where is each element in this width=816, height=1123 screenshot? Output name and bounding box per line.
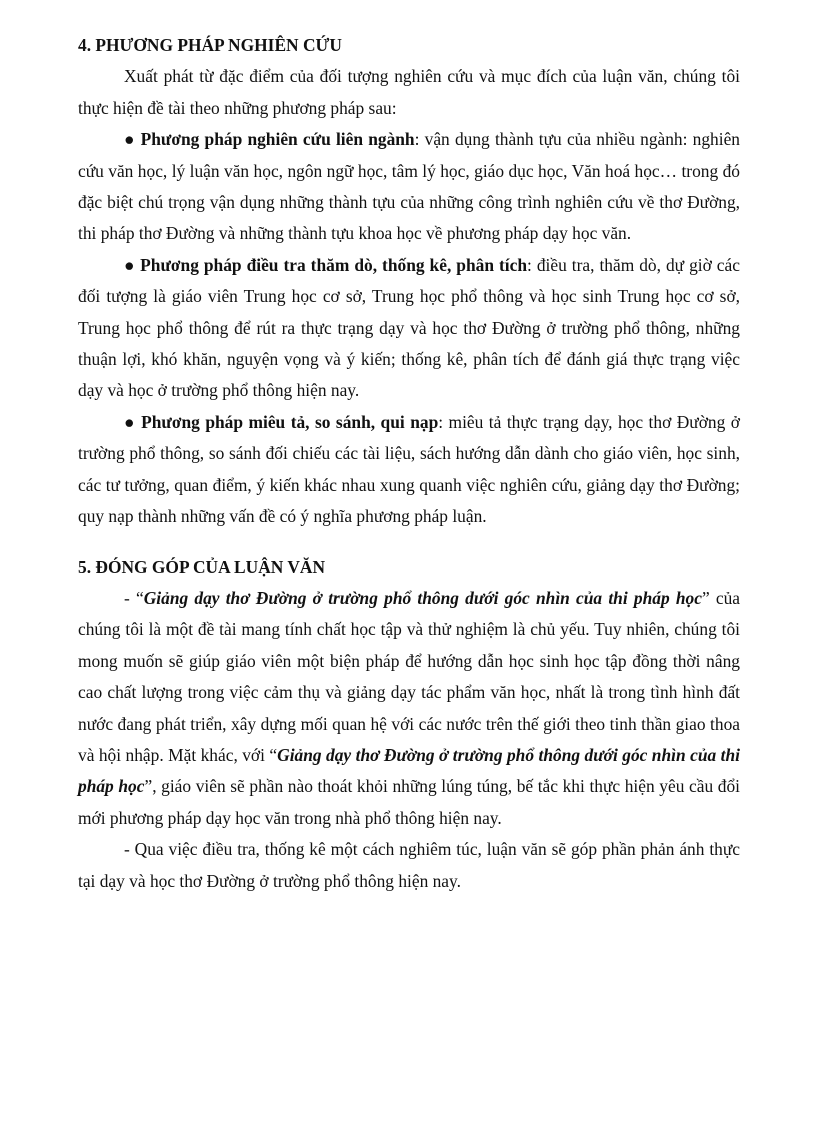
dash-prefix: - “ bbox=[124, 587, 144, 608]
document-page bbox=[78, 30, 740, 897]
section-4-heading: 4. PHƯƠNG PHÁP NGHIÊN CỨU bbox=[78, 35, 342, 55]
bullet-icon: ● bbox=[124, 411, 136, 432]
contribution-text: ” của chúng tôi là một đề tài mang tính chất học tập và thử nghiệm là chủ yếu. Tuy nhiên, chúng tôi mong muốn sẽ giúp giáo viên một biện pháp để hướng dẫn học sinh học tập đồng thời nâng cao chất lượng trong việc cảm thụ và giảng dạy tác phẩm văn học, nhất là trong tình hình đất nước đang phát triển, xây dựng mối quan hệ với các nước trên thế giới theo tinh thần giao thoa và hội nhập. Mặt khác, với “ bbox=[78, 587, 741, 765]
contribution-paragraph-1 bbox=[78, 583, 740, 834]
method-description: : miêu tả thực trạng dạy, học thơ Đường ở trường phổ thông, so sánh đối chiếu các tài liệu, sách hướng dẫn dành cho giáo viên, học sinh, các tư tưởng, quan điểm, ý kiến khác nhau xung quanh việc nghiên cứu, giảng dạy thơ Đường; quy nạp thành những vấn đề có ý nghĩa phương pháp luận. bbox=[78, 411, 740, 527]
method-name: Phương pháp nghiên cứu liên ngành bbox=[140, 129, 415, 150]
method-item-interdisciplinary bbox=[78, 124, 740, 250]
section-4-intro: Xuất phát từ đặc điểm của đối tượng nghiên cứu và mục đích của luận văn, chúng tôi thực hiện đề tài theo những phương pháp sau: bbox=[78, 66, 740, 118]
method-name: Phương pháp điều tra thăm dò, thống kê, phân tích bbox=[140, 254, 528, 275]
method-description: : vận dụng thành tựu của nhiều ngành: nghiên cứu văn học, lý luận văn học, ngôn ngữ học, tâm lý học, giáo dục học, Văn hoá học… trong đó đặc biệt chú trọng vận dụng những thành tựu của những công trình nghiên cứu về thơ Đường, thi pháp thơ Đường và những thành tựu khoa học về phương pháp dạy học văn. bbox=[78, 129, 740, 244]
thesis-title: Giảng dạy thơ Đường ở trường phổ thông dưới góc nhìn của thi pháp học bbox=[143, 587, 702, 608]
thesis-title: Giảng dạy thơ Đường ở trường phổ thông dưới góc nhìn của thi pháp học bbox=[78, 744, 740, 797]
bullet-icon: ● bbox=[124, 254, 136, 275]
method-item-description bbox=[78, 407, 740, 533]
method-description: : điều tra, thăm dò, dự giờ các đối tượng là giáo viên Trung học cơ sở, Trung học phổ thông và học sinh Trung học cơ sở, Trung học phổ thông để rút ra thực trạng dạy và học thơ Đường ở trường phổ thông, những thuận lợi, khó khăn, nguyện vọng và ý kiến; thống kê, phân tích để đánh giá thực trạng việc dạy và học ở trường phổ thông hiện nay. bbox=[78, 254, 740, 401]
contribution-paragraph-2: - Qua việc điều tra, thống kê một cách nghiêm túc, luận văn sẽ góp phần phản ánh thực tại dạy và học thơ Đường ở trường phổ thông hiện nay. bbox=[78, 839, 740, 891]
contribution-text: ”, giáo viên sẽ phần nào thoát khỏi những lúng túng, bế tắc khi thực hiện yêu cầu đổi mới phương pháp dạy học văn trong nhà phổ thông hiện nay. bbox=[78, 776, 740, 828]
method-name: Phương pháp miêu tả, so sánh, qui nạp bbox=[141, 411, 439, 432]
method-item-survey bbox=[78, 250, 740, 407]
section-spacer bbox=[78, 533, 740, 552]
bullet-icon: ● bbox=[124, 129, 136, 150]
section-5-heading: 5. ĐÓNG GÓP CỦA LUẬN VĂN bbox=[78, 556, 326, 577]
